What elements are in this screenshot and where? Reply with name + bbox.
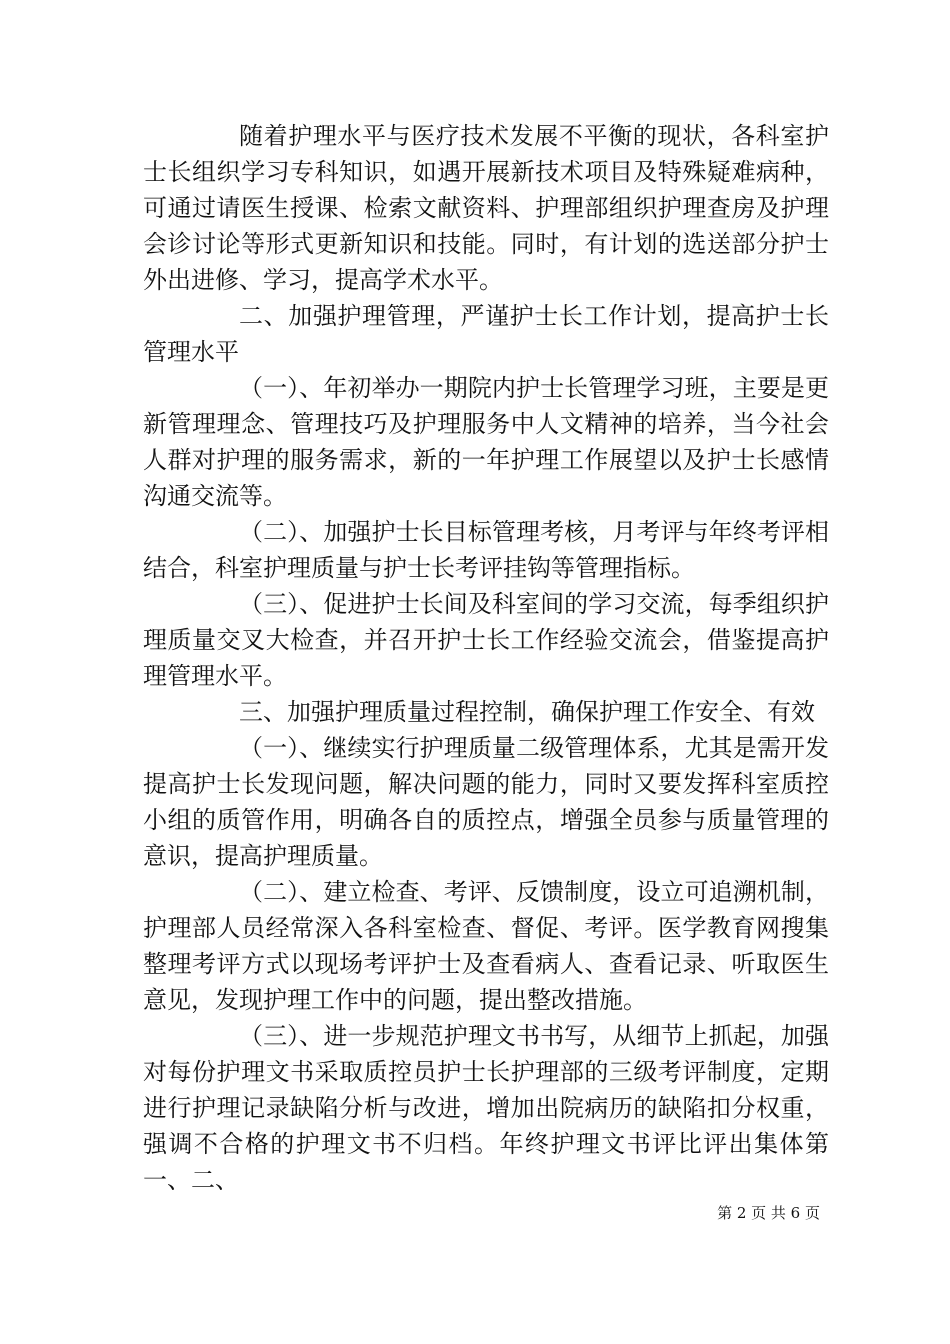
paragraph-3-3: （三）、进一步规范护理文书书写，从细节上抓起，加强对每份护理文书采取质控员护士长护理部的三级考评制度，定期进行护理记录缺陷分析与改进，增加出院病历的缺陷扣分权重，强调不合格的护理文书不归档。年终护理文书评比评出集体第一、二、 (143, 1022, 829, 1194)
document-body (143, 118, 829, 1198)
paragraph-3-1: （一）、继续实行护理质量二级管理体系，尤其是需开发提高护士长发现问题，解决问题的能力，同时又要发挥科室质控小组的质管作用，明确各自的质控点，增强全员参与质量管理的意识，提高护理质量。 (143, 734, 829, 870)
paragraph-2-1: （一）、年初举办一期院内护士长管理学习班，主要是更新管理理念、管理技巧及护理服务中人文精神的培养，当今社会人群对护理的服务需求，新的一年护理工作展望以及护士长感情沟通交流等。 (143, 374, 829, 510)
paragraph-2-3: （三）、促进护士长间及科室间的学习交流，每季组织护理质量交叉大检查，并召开护士长工作经验交流会，借鉴提高护理管理水平。 (143, 590, 829, 690)
paragraph-3-2: （二）、建立检查、考评、反馈制度，设立可追溯机制，护理部人员经常深入各科室检查、督促、考评。医学教育网搜集整理考评方式以现场考评护士及查看病人、查看记录、听取医生意见，发现护理工作中的问题，提出整改措施。 (143, 878, 829, 1014)
paragraph-2-2: （二）、加强护士长目标管理考核，月考评与年终考评相结合，科室护理质量与护士长考评挂钩等管理指标。 (143, 518, 829, 582)
section-heading-3: 三、加强护理质量过程控制，确保护理工作安全、有效 (239, 698, 815, 726)
paragraph-1: 随着护理水平与医疗技术发展不平衡的现状，各科室护士长组织学习专科知识，如遇开展新技术项目及特殊疑难病种，可通过请医生授课、检索文献资料、护理部组织护理查房及护理会诊讨论等形式更新知识和技能。同时，有计划的选送部分护士外出进修、学习，提高学术水平。 (143, 122, 829, 294)
section-heading-2: 二、加强护理管理，严谨护士长工作计划，提高护士长管理水平 (143, 302, 829, 366)
page-footer: 第 2 页 共 6 页 (717, 1204, 820, 1222)
